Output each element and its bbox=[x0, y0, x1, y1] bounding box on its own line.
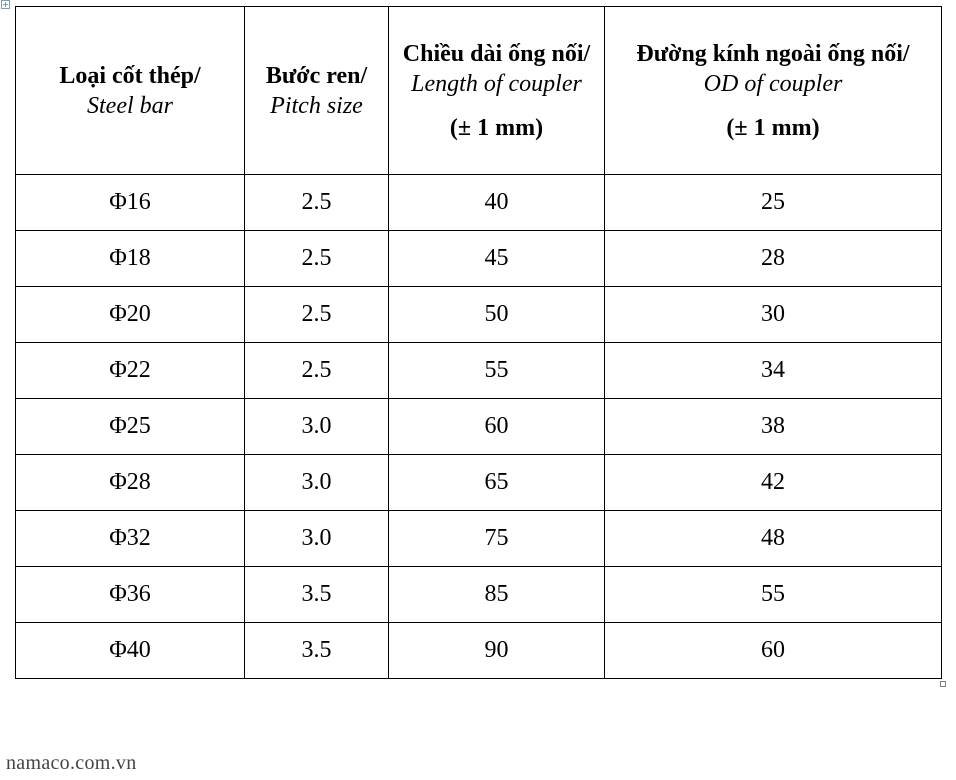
table-resize-handle-icon[interactable] bbox=[940, 681, 946, 687]
coupler-spec-table bbox=[15, 6, 942, 679]
cell-bar: Φ22 bbox=[16, 343, 245, 399]
header-pitch-en: Pitch size bbox=[270, 92, 363, 119]
header-length bbox=[389, 7, 605, 175]
table-row bbox=[16, 511, 942, 567]
header-pitch-vi: Bước ren/ bbox=[265, 62, 368, 89]
table-move-handle-icon[interactable]: + bbox=[2, 0, 9, 9]
table-row bbox=[16, 623, 942, 679]
watermark: namaco.com.vn bbox=[6, 752, 137, 774]
cell-pitch: 3.0 bbox=[245, 399, 389, 455]
table-row bbox=[16, 343, 942, 399]
cell-length: 45 bbox=[389, 231, 605, 287]
table-body bbox=[16, 175, 942, 679]
table-row bbox=[16, 399, 942, 455]
table-row bbox=[16, 455, 942, 511]
cell-pitch: 2.5 bbox=[245, 343, 389, 399]
cell-od: 28 bbox=[605, 231, 942, 287]
header-od-en: OD of coupler bbox=[703, 70, 843, 97]
cell-length: 65 bbox=[389, 455, 605, 511]
cell-od: 60 bbox=[605, 623, 942, 679]
cell-pitch: 3.5 bbox=[245, 567, 389, 623]
cell-od: 38 bbox=[605, 399, 942, 455]
cell-od: 55 bbox=[605, 567, 942, 623]
header-row bbox=[16, 7, 942, 175]
header-length-tolerance: (± 1 mm) bbox=[449, 114, 544, 141]
cell-pitch: 2.5 bbox=[245, 231, 389, 287]
header-od bbox=[605, 7, 942, 175]
cell-od: 42 bbox=[605, 455, 942, 511]
cell-od: 34 bbox=[605, 343, 942, 399]
table-row bbox=[16, 231, 942, 287]
table-header bbox=[16, 7, 942, 175]
header-steel-bar-en: Steel bar bbox=[87, 92, 173, 119]
cell-bar: Φ18 bbox=[16, 231, 245, 287]
cell-length: 40 bbox=[389, 175, 605, 231]
cell-bar: Φ28 bbox=[16, 455, 245, 511]
cell-pitch: 2.5 bbox=[245, 175, 389, 231]
cell-bar: Φ36 bbox=[16, 567, 245, 623]
header-od-vi: Đường kính ngoài ống nối/ bbox=[636, 40, 910, 67]
cell-od: 30 bbox=[605, 287, 942, 343]
cell-bar: Φ32 bbox=[16, 511, 245, 567]
cell-bar: Φ20 bbox=[16, 287, 245, 343]
cell-pitch: 3.0 bbox=[245, 455, 389, 511]
cell-od: 25 bbox=[605, 175, 942, 231]
cell-length: 60 bbox=[389, 399, 605, 455]
cell-bar: Φ16 bbox=[16, 175, 245, 231]
cell-length: 90 bbox=[389, 623, 605, 679]
header-steel-bar-vi: Loại cốt thép/ bbox=[59, 62, 201, 89]
table-row bbox=[16, 567, 942, 623]
cell-length: 55 bbox=[389, 343, 605, 399]
header-pitch bbox=[245, 7, 389, 175]
table-row bbox=[16, 175, 942, 231]
cell-length: 75 bbox=[389, 511, 605, 567]
header-length-en: Length of coupler bbox=[411, 70, 582, 97]
cell-length: 85 bbox=[389, 567, 605, 623]
cell-od: 48 bbox=[605, 511, 942, 567]
cell-length: 50 bbox=[389, 287, 605, 343]
header-steel-bar bbox=[16, 7, 245, 175]
table-row bbox=[16, 287, 942, 343]
header-length-vi: Chiều dài ống nối/ bbox=[402, 40, 591, 67]
cell-pitch: 3.0 bbox=[245, 511, 389, 567]
cell-bar: Φ40 bbox=[16, 623, 245, 679]
header-od-tolerance: (± 1 mm) bbox=[726, 114, 820, 141]
cell-bar: Φ25 bbox=[16, 399, 245, 455]
cell-pitch: 3.5 bbox=[245, 623, 389, 679]
cell-pitch: 2.5 bbox=[245, 287, 389, 343]
